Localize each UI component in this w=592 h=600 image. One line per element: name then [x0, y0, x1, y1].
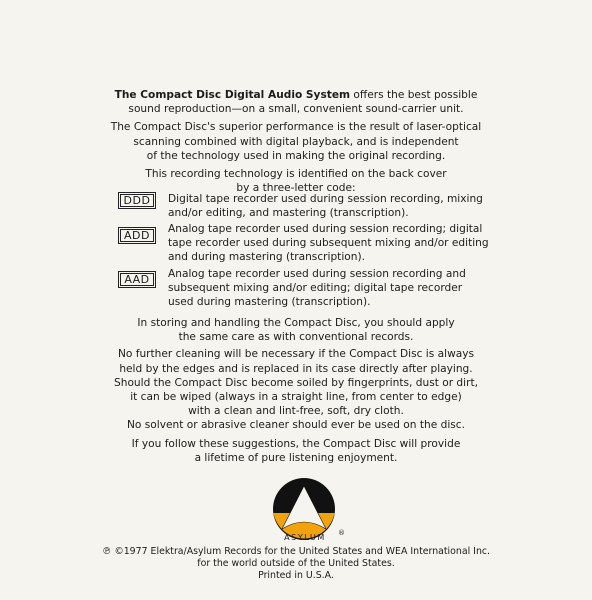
code-description-line: subsequent mixing and/or editing; digital tape recorder [168, 282, 463, 295]
asylum-logo-icon [272, 477, 336, 541]
care-line: it can be wiped (always in a straight line, from center to edge) [130, 391, 462, 404]
code-description-line: Analog tape recorder used during session recording and [168, 268, 466, 280]
code-intro-line: by a three-letter code: [236, 182, 356, 195]
code-description [168, 192, 513, 220]
code-description-line: and/or editing, and mastering (transcription). [168, 207, 409, 220]
intro-section [100, 88, 492, 195]
registered-mark: ® [338, 529, 345, 537]
care-line: the same care as with conventional records. [178, 331, 414, 344]
code-badge: AAD [118, 271, 156, 288]
footer [60, 546, 532, 582]
care-line: In storing and handling the Compact Disc, you should apply [137, 317, 455, 329]
care-line: held by the edges and is replaced in its case directly after playing. [119, 362, 473, 375]
intro-line: sound reproduction—on a small, convenient sound-carrier unit. [128, 103, 464, 116]
care-line: a lifetime of pure listening enjoyment. [194, 451, 398, 464]
care-line: Should the Compact Disc become soiled by fingerprints, dust or dirt, [114, 376, 478, 389]
copyright-line: ℗ ©1977 Elektra/Asylum Records for the United States and WEA International Inc. [101, 546, 491, 557]
code-intro-line: This recording technology is identified on the back cover [145, 168, 447, 181]
care-line: with a clean and lint-free, soft, dry cloth. [188, 405, 404, 418]
intro-title-bold: The Compact Disc Digital Audio System [114, 89, 351, 101]
code-description-line: used during mastering (transcription). [168, 296, 371, 309]
intro-title-rest: offers the best possible [350, 89, 478, 101]
code-description-line: and during mastering (transcription). [168, 251, 365, 264]
code-description-line: Digital tape recorder used during session recording, mixing [168, 193, 483, 205]
intro-paragraph-line: scanning combined with digital playback, and is independent [133, 135, 459, 148]
code-description [168, 267, 513, 310]
code-description-line: Analog tape recorder used during session recording; digital [168, 223, 483, 235]
code-badge: ADD [118, 227, 156, 244]
printed-in-line: Printed in U.S.A. [258, 570, 334, 581]
care-section [100, 316, 492, 465]
intro-paragraph-line: of the technology used in making the original recording. [146, 149, 446, 162]
care-line: No solvent or abrasive cleaner should ever be used on the disc. [127, 419, 465, 432]
care-line: No further cleaning will be necessary if the Compact Disc is always [117, 348, 475, 361]
intro-title-line [100, 88, 492, 102]
intro-paragraph-line: The Compact Disc's superior performance is the result of laser-optical [110, 121, 482, 134]
code-description-line: tape recorder used during subsequent mixing and/or editing [168, 237, 489, 250]
care-line: If you follow these suggestions, the Compact Disc will provide [131, 437, 461, 450]
logo-wordmark: ASYLUM [284, 533, 326, 542]
copyright-line: for the world outside of the United States. [197, 558, 395, 569]
code-badge: DDD [118, 192, 156, 209]
code-description [168, 222, 513, 265]
